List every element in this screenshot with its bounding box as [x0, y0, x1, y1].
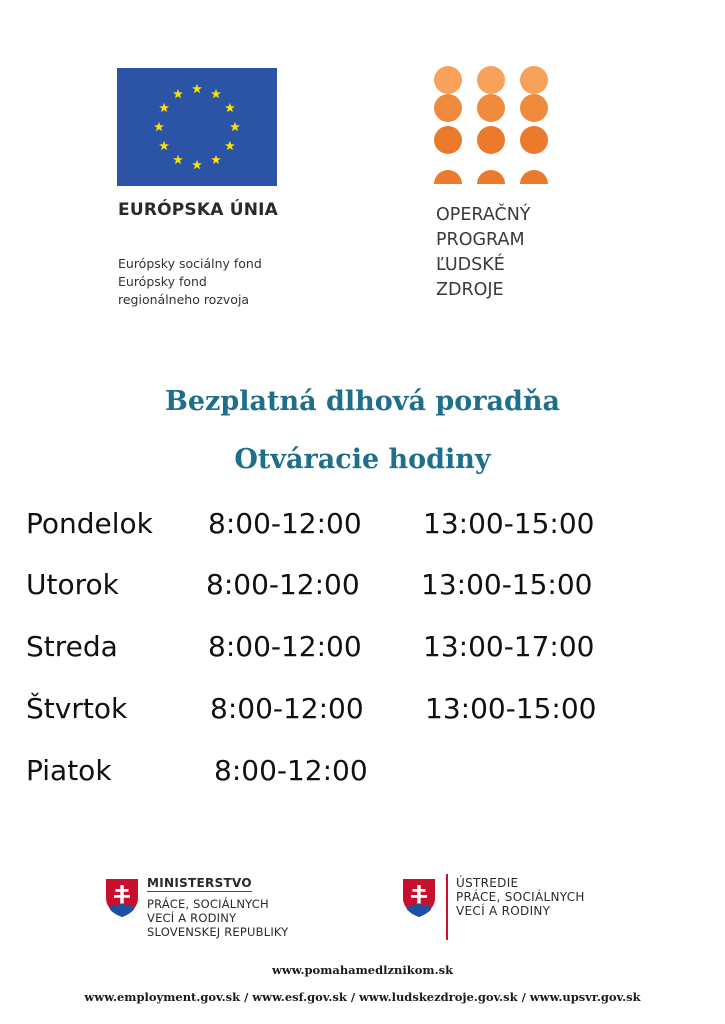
eu-star-icon [192, 160, 202, 169]
op-dot-icon [520, 126, 548, 154]
eu-flag-logo [117, 68, 277, 186]
slovak-coat-of-arms-icon [105, 878, 139, 918]
ministry-name [147, 897, 289, 939]
op-halfdot-icon [520, 170, 548, 184]
ustredie-line: VECÍ A RODINY [456, 904, 551, 918]
morning-hours: 8:00-12:00 [208, 507, 362, 540]
morning-hours: 8:00-12:00 [214, 754, 368, 787]
op-dot-icon [434, 66, 462, 94]
page-subtitle: Otváracie hodiny [234, 444, 491, 475]
footer-website[interactable]: www.pomahamedlznikom.sk [271, 963, 454, 977]
eu-star-icon [230, 122, 240, 131]
day-label: Utorok [26, 568, 119, 601]
eu-fund-line: Európsky fond [118, 274, 207, 289]
eu-star-icon [192, 84, 202, 93]
slovak-coat-of-arms-icon [402, 878, 436, 918]
eu-title: EURÓPSKA ÚNIA [118, 200, 279, 220]
ministry-line: VECÍ A RODINY [147, 911, 237, 925]
op-dot-icon [434, 126, 462, 154]
afternoon-hours: 13:00-15:00 [421, 568, 593, 601]
op-dot-icon [520, 66, 548, 94]
day-label: Štvrtok [26, 692, 128, 725]
op-line: OPERAČNÝ [436, 205, 531, 225]
day-label: Piatok [26, 754, 112, 787]
eu-star-icon [159, 141, 169, 150]
afternoon-hours: 13:00-15:00 [425, 692, 597, 725]
op-dot-icon [520, 94, 548, 122]
afternoon-hours: 13:00-17:00 [423, 630, 595, 663]
eu-fund-lines [118, 255, 262, 309]
eu-stars-icon [117, 68, 277, 186]
footer-links[interactable]: www.employment.gov.sk / www.esf.gov.sk / www.ludskezdroje.gov.sk / www.upsvr.gov.sk [84, 990, 641, 1004]
day-label: Streda [26, 630, 118, 663]
eu-star-icon [173, 155, 183, 164]
op-line: PROGRAM [436, 230, 525, 250]
morning-hours: 8:00-12:00 [206, 568, 360, 601]
eu-star-icon [211, 155, 221, 164]
ministry-line: SLOVENSKEJ REPUBLIKY [147, 925, 289, 939]
morning-hours: 8:00-12:00 [208, 630, 362, 663]
ustredie-line: PRÁCE, SOCIÁLNYCH [456, 890, 585, 904]
op-dots-logo [430, 66, 552, 186]
morning-hours: 8:00-12:00 [210, 692, 364, 725]
op-halfdot-icon [477, 170, 505, 184]
eu-star-icon [159, 103, 169, 112]
ustredie-divider [446, 874, 448, 940]
eu-star-icon [154, 122, 164, 131]
eu-star-icon [173, 89, 183, 98]
eu-fund-line: regionálneho rozvoja [118, 292, 250, 307]
afternoon-hours: 13:00-15:00 [423, 507, 595, 540]
eu-star-icon [225, 141, 235, 150]
page-title: Bezplatná dlhová poradňa [165, 386, 560, 417]
ustredie-line: ÚSTREDIE [456, 876, 519, 890]
op-halfdot-icon [434, 170, 462, 184]
ministry-line: PRÁCE, SOCIÁLNYCH [147, 897, 269, 911]
day-label: Pondelok [26, 507, 153, 540]
eu-star-icon [211, 89, 221, 98]
eu-fund-line: Európsky sociálny fond [118, 256, 262, 271]
op-program-name [436, 203, 531, 303]
op-dot-icon [477, 94, 505, 122]
op-dot-icon [477, 126, 505, 154]
eu-star-icon [225, 103, 235, 112]
op-line: ZDROJE [436, 280, 504, 300]
op-dot-icon [477, 66, 505, 94]
ministry-title: MINISTERSTVO [147, 876, 252, 890]
ustredie-name [456, 876, 585, 918]
op-line: ĽUDSKÉ [436, 255, 505, 275]
op-dot-icon [434, 94, 462, 122]
